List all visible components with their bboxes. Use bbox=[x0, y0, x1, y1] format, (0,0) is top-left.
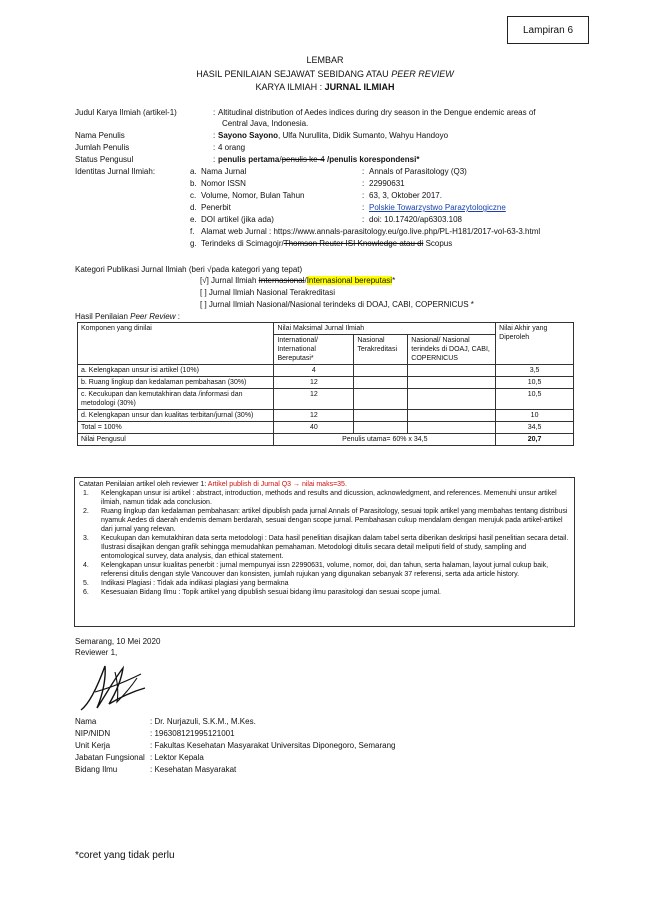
note-item: 4. Kelengkapan unsur kualitas penerbit : jurnal mempunyai issn 22990631, volume, nomor, doi, dan tahun, serta halaman, layout jurnal cukup baik, referensi ditulis dengan style Vancouver dan konsisten, jumlah rujukan yang digunakan sebanyak 37 referensi, serta ada article history. bbox=[83, 562, 549, 578]
note-item: 5. Indikasi Plagiasi : Tidak ada indikasi plagiasi yang bermakna bbox=[83, 580, 289, 587]
kategori-title: Kategori Publikasi Jurnal Ilmiah (beri √pada kategori yang tepat) bbox=[75, 265, 303, 274]
pengusul-value: 20,7 bbox=[496, 434, 574, 446]
nasidx-cell bbox=[408, 365, 496, 377]
nasidx-cell bbox=[408, 422, 496, 434]
nasidx-cell bbox=[408, 377, 496, 389]
table-row bbox=[78, 377, 574, 389]
note-item: 1. Kelengkapan unsur isi artikel : abstract, introduction, methods and results and dicussion, acknowledgment, and references. Memenuhi unsur artikel ilmiah, namun tidak ada conclusion. bbox=[83, 490, 557, 506]
int-cell: 12 bbox=[274, 389, 354, 410]
akhir-cell: 3,5 bbox=[496, 365, 574, 377]
note-item: 6. Kesesuaian Bidang Ilmu : Topik artikel yang dipublish sesuai bidang ilmu parasitologi dan sesuai scope jurnal. bbox=[83, 589, 441, 596]
int-cell: 12 bbox=[274, 410, 354, 422]
akhir-cell: 10,5 bbox=[496, 377, 574, 389]
komponen-cell: b. Ruang lingkup dan kedalaman pembahasan (30%) bbox=[78, 377, 274, 389]
note-item: 2. Ruang lingkup dan kedalaman pembahasan: artikel dipublish pada jurnal Annals of Parasitology, sesuai topik artikel yang membahas tentang distribusi nyamuk Aedes di daerah endemis demam berdarah, sesuai dengan scope jurnal. Pembahasan cukup mendalam dengan merujuk pada artikel-artikel dari jurnal yang relevan. bbox=[83, 508, 568, 533]
table-row bbox=[78, 410, 574, 422]
akhir-cell: 10,5 bbox=[496, 389, 574, 410]
doc-title-line3: KARYA ILMIAH : JURNAL ILMIAH bbox=[255, 82, 395, 92]
th-nilai-max: Nilai Maksimal Jurnal Ilmiah bbox=[274, 323, 496, 335]
nas-cell bbox=[354, 389, 408, 410]
th-komponen: Komponen yang dinilai bbox=[78, 323, 274, 365]
akhir-cell: 10 bbox=[496, 410, 574, 422]
notes-title: Catatan Penilaian artikel oleh reviewer 1: Artikel publish di Jurnal Q3 → nilai maks=35. bbox=[79, 481, 347, 488]
akhir-cell: 34,5 bbox=[496, 422, 574, 434]
table-row bbox=[78, 365, 574, 377]
place-date: Semarang, 10 Mei 2020 bbox=[75, 637, 161, 646]
kategori-option-3: [ ] Jurnal Ilmiah Nasional/Nasional terindeks di DOAJ, CABI, COPERNICUS * bbox=[200, 300, 474, 309]
komponen-cell: c. Kecukupan dan kemutakhiran data /informasi dan metodologi (30%) bbox=[78, 389, 274, 410]
table-row bbox=[78, 422, 574, 434]
lampiran-box bbox=[507, 16, 589, 44]
signature-image bbox=[75, 658, 153, 718]
int-cell: 40 bbox=[274, 422, 354, 434]
kategori-option-2: [ ] Jurnal Ilmiah Nasional Terakreditasi bbox=[200, 288, 336, 297]
th-international: International/ International Bereputasi* bbox=[274, 335, 354, 365]
komponen-cell: Total = 100% bbox=[78, 422, 274, 434]
grade-table bbox=[77, 322, 574, 446]
komponen-cell: a. Kelengkapan unsur isi artikel (10%) bbox=[78, 365, 274, 377]
hasil-title: Hasil Penilaian Peer Review : bbox=[75, 312, 180, 321]
th-nasional: Nasional Terakreditasi bbox=[354, 335, 408, 365]
doc-title-line1: LEMBAR bbox=[306, 55, 344, 65]
nas-cell bbox=[354, 365, 408, 377]
nasidx-cell bbox=[408, 410, 496, 422]
int-cell: 12 bbox=[274, 377, 354, 389]
nas-cell bbox=[354, 422, 408, 434]
table-row bbox=[78, 389, 574, 410]
nas-cell bbox=[354, 410, 408, 422]
nasidx-cell bbox=[408, 389, 496, 410]
nas-cell bbox=[354, 377, 408, 389]
kategori-option-1: [√] Jurnal Ilmiah Internasional/Internasional bereputasi* bbox=[200, 276, 396, 285]
note-item: 3. Kecukupan dan kemutakhiran data serta metodologi : Data hasil penelitian disajikan dalam tabel serta diberikan deskripsi hasil penelitian secara detail. Ilustrasi disajikan dengan grafik sehingga memudahkan pemahaman. Metodologi ditulis secara detail meliputi field of study, sampling and entomological survey, data analysis, dan ethical statement. bbox=[83, 535, 569, 560]
th-nasional-indeks: Nasional/ Nasional terindeks di DOAJ, CABI, COPERNICUS bbox=[408, 335, 496, 365]
reviewer-notes bbox=[74, 477, 575, 627]
lampiran-label: Lampiran 6 bbox=[522, 24, 574, 36]
int-cell: 4 bbox=[274, 365, 354, 377]
th-akhir: Nilai Akhir yang Diperoleh bbox=[496, 323, 574, 365]
komponen-cell: d. Kelengkapan unsur dan kualitas terbitan/jurnal (30%) bbox=[78, 410, 274, 422]
footnote: *coret yang tidak perlu bbox=[75, 850, 175, 861]
doc-title-line2: HASIL PENILAIAN SEJAWAT SEBIDANG ATAU PEER REVIEW bbox=[196, 69, 454, 79]
pengusul-label: Nilai Pengusul bbox=[78, 434, 274, 446]
pengusul-formula: Penulis utama= 60% x 34,5 bbox=[274, 434, 496, 446]
reviewer-label: Reviewer 1, bbox=[75, 648, 118, 657]
